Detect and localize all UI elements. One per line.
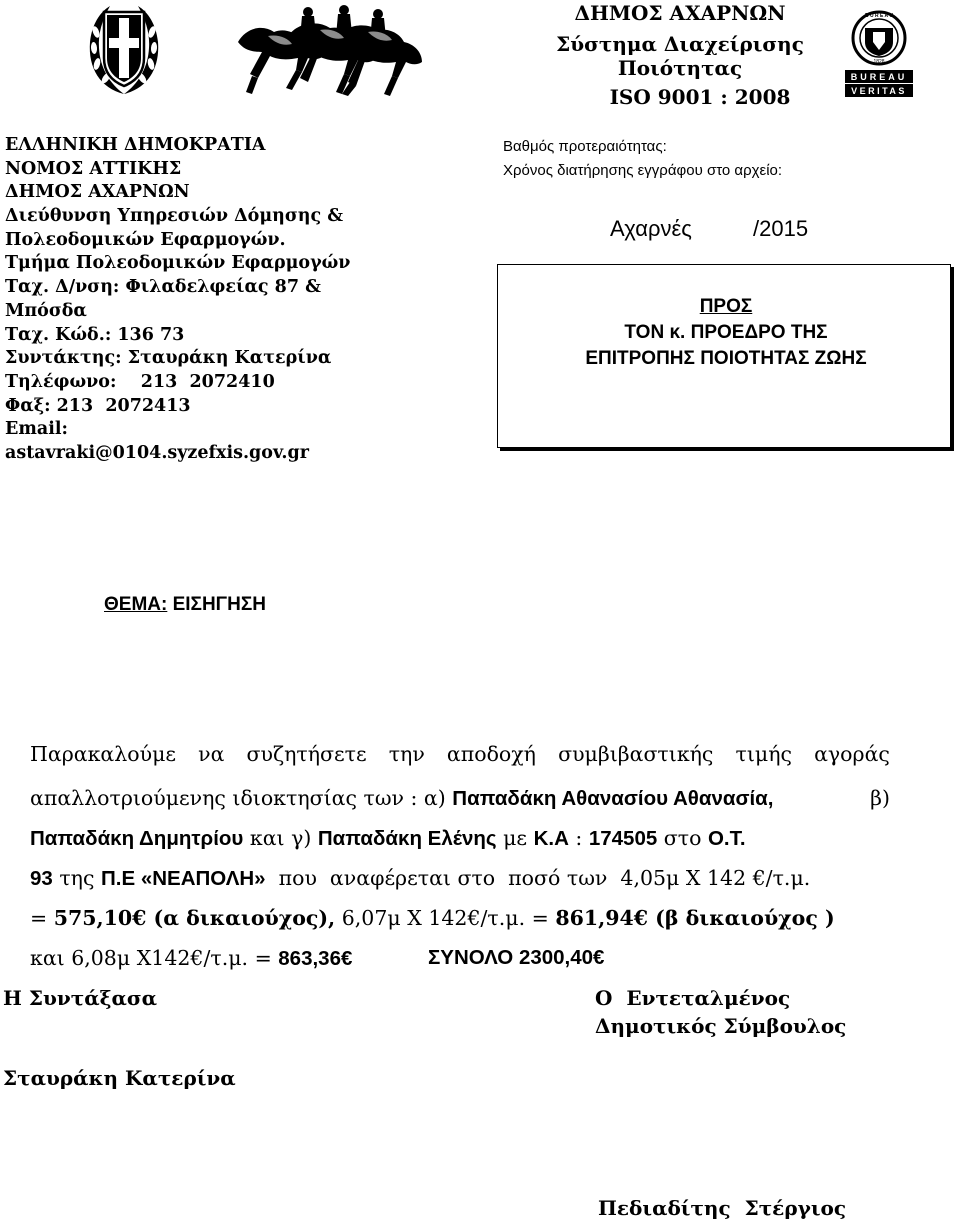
sender-line: Τμήμα Πολεοδομικών Εφαρμογών — [5, 253, 351, 274]
owner-c: Παπαδάκη Ελένης — [317, 827, 497, 850]
recipient-line1: ΤΟΝ κ. ΠΡΟΕΔΡΟ ΤΗΣ — [624, 322, 828, 343]
owner-b: Παπαδάκη Δημητρίου — [30, 827, 244, 850]
body-word: αγοράς — [814, 742, 890, 766]
body-word: συμβιβαστικής — [558, 742, 714, 766]
ka-label: Κ.Α — [533, 827, 569, 850]
header-system-line1: Σύστημα Διαχείρισης — [556, 32, 804, 56]
body-word: την — [388, 742, 425, 766]
subject-text: ΕΙΣΗΓΗΣΗ — [167, 594, 266, 615]
sender-line: ΝΟΜΟΣ ΑΤΤΙΚΗΣ — [5, 158, 182, 179]
sender-line: Email: — [5, 419, 68, 440]
block-label: Ο.Τ. — [707, 827, 746, 850]
recipient-pros: ΠΡΟΣ — [699, 296, 753, 317]
body-line-5 — [30, 906, 890, 930]
retention-label: Χρόνος διατήρησης εγγράφου στο αρχείο: — [503, 162, 783, 179]
block-number: 93 — [30, 867, 53, 890]
sender-line: Φαξ: 213 2072413 — [5, 395, 191, 416]
body-word: συζητήσετε — [246, 742, 367, 766]
recipient-line2: ΕΠΙΤΡΟΠΗΣ ΠΟΙΟΤΗΤΑΣ ΖΩΗΣ — [585, 348, 867, 369]
urban-unit: Π.Ε «ΝΕΑΠΟΛΗ» — [100, 867, 266, 890]
body-line-4 — [30, 866, 890, 891]
body-text: : — [568, 826, 589, 850]
right-signature-title-1: Ο Εντεταλμένος — [595, 986, 791, 1010]
right-signature-name: Πεδιαδίτης Στέργιος — [598, 1196, 847, 1220]
sender-line: Τηλέφωνο: 213 2072410 — [5, 371, 275, 392]
body-text: 6,07μ Χ 142€/τ.μ. = — [335, 906, 556, 930]
body-text: και 6,08μ Χ142€/τ.μ. = — [30, 946, 279, 970]
body-word: Παρακαλούμε — [30, 742, 177, 766]
body-text: απαλλοτριούμενης ιδιοκτησίας των : α) — [30, 786, 453, 810]
body-line-6 — [30, 946, 890, 971]
left-signature-name: Σταυράκη Κατερίνα — [3, 1066, 236, 1090]
amount-b: 861,94€ (β δικαιούχος ) — [555, 906, 835, 930]
body-line-2 — [30, 786, 890, 811]
total-amount: ΣΥΝΟΛΟ 2300,40€ — [428, 946, 605, 969]
owner-a: Παπαδάκη Αθανασίου Αθανασία, — [452, 787, 774, 810]
body-text: β) — [863, 786, 890, 810]
amount-a: 575,10€ (α δικαιούχος), — [53, 906, 336, 930]
sender-line: Μπόσδα — [5, 300, 87, 321]
place-date: Αχαρνές /2015 — [610, 216, 809, 241]
sender-line: Πολεοδομικών Εφαρμογών. — [5, 229, 286, 250]
header-municipality: ΔΗΜΟΣ ΑΧΑΡΝΩΝ — [574, 1, 786, 25]
body-word: αποδοχή — [446, 742, 536, 766]
bv-year: 1828 — [873, 59, 885, 65]
subject-line — [104, 594, 266, 616]
sender-line: ΕΛΛΗΝΙΚΗ ΔΗΜΟΚΡΑΤΙΑ — [5, 135, 266, 155]
sender-line: Ταχ. Κώδ.: 136 73 — [5, 324, 185, 345]
header-system-line2: Ποιότητας — [617, 56, 743, 80]
header-iso: ISO 9001 : 2008 — [609, 85, 791, 109]
body-text: που αναφέρεται στο ποσό των 4,05μ Χ 142 €/τ.μ. — [265, 866, 811, 890]
subject-label: ΘΕΜΑ: — [104, 594, 168, 615]
sender-email-link[interactable]: astavraki@0104.syzefxis.gov.gr — [5, 442, 309, 463]
body-text: στο — [657, 826, 708, 850]
svg-text:B U R E A U: B U R E A U — [865, 13, 893, 19]
ka-number: 174505 — [588, 827, 658, 850]
sender-line: Διεύθυνση Υπηρεσιών Δόμησης & — [5, 206, 344, 227]
body-text: και γ) — [243, 826, 318, 850]
body-word: να — [198, 742, 225, 766]
sender-line: Συντάκτης: Σταυράκη Κατερίνα — [5, 348, 332, 369]
right-signature-title-2: Δημοτικός Σύμβουλος — [595, 1014, 847, 1038]
svg-text:VERITAS: VERITAS — [851, 86, 907, 96]
body-line-3 — [30, 826, 890, 851]
body-text: με — [496, 826, 534, 850]
body-word: τιμής — [735, 742, 792, 766]
body-text: = — [30, 906, 54, 930]
body-line-1 — [30, 742, 890, 766]
sender-line: Ταχ. Δ/νση: Φιλαδελφείας 87 & — [5, 277, 321, 298]
greek-coat-of-arms-icon — [84, 2, 164, 98]
bureau-veritas-logo-icon — [843, 8, 915, 98]
body-text: της — [52, 866, 101, 890]
left-signature-title: Η Συντάξασα — [3, 986, 157, 1010]
amount-c: 863,36€ — [278, 947, 353, 970]
horses-statue-logo-icon — [228, 2, 424, 96]
sender-line: ΔΗΜΟΣ ΑΧΑΡΝΩΝ — [5, 182, 190, 203]
sender-block — [5, 134, 350, 466]
priority-label: Βαθμός προτεραιότητας: — [503, 138, 667, 155]
svg-text:BUREAU: BUREAU — [850, 72, 908, 82]
